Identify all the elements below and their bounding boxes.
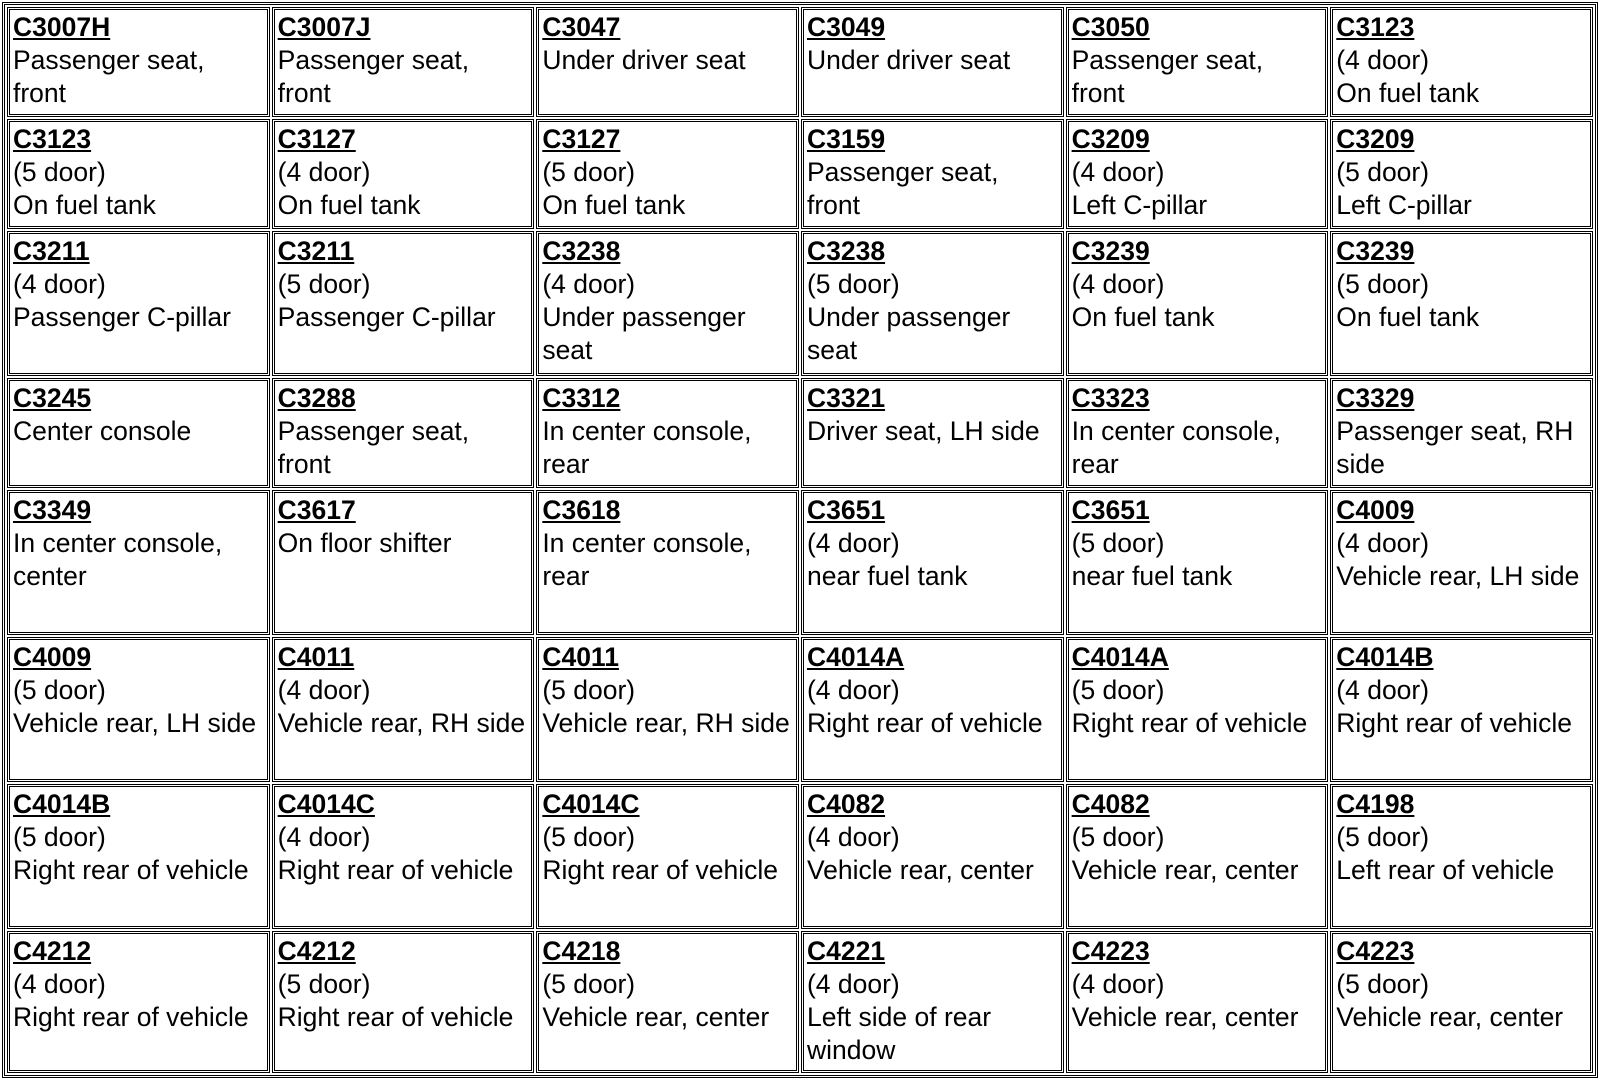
connector-cell bbox=[7, 637, 270, 782]
connector-id-link[interactable]: C3209 bbox=[1071, 124, 1150, 154]
connector-location-text: Vehicle rear, center bbox=[542, 1002, 770, 1032]
connector-id-link[interactable]: C4218 bbox=[542, 936, 621, 966]
connector-cell bbox=[536, 931, 799, 1073]
connector-id-link[interactable]: C3238 bbox=[806, 236, 886, 266]
connector-id-link[interactable]: C4223 bbox=[1336, 936, 1415, 966]
connector-cell bbox=[1330, 7, 1593, 117]
connector-location-text: On fuel tank bbox=[277, 190, 421, 220]
connector-cell bbox=[1066, 378, 1329, 488]
connector-location-text: Right rear of vehicle bbox=[806, 708, 1043, 738]
connector-id-link[interactable]: C3651 bbox=[806, 495, 886, 525]
connector-cell bbox=[536, 119, 799, 229]
connector-id-link[interactable]: C3211 bbox=[13, 236, 90, 266]
connector-location-text: (5 door) bbox=[277, 269, 371, 299]
connector-location-text: Passenger seat, front bbox=[277, 45, 470, 108]
connector-location-text: Passenger C-pillar bbox=[13, 302, 231, 332]
table-row bbox=[7, 931, 1593, 1073]
connector-location-text: On fuel tank bbox=[1071, 302, 1215, 332]
connector-cell bbox=[1330, 119, 1593, 229]
connector-location-text: (4 door) bbox=[13, 969, 106, 999]
connector-location-text: (4 door) bbox=[277, 157, 371, 187]
connector-location-text: near fuel tank bbox=[806, 561, 968, 591]
connector-id-link[interactable]: C3288 bbox=[277, 383, 356, 413]
connector-cell bbox=[7, 490, 270, 635]
connector-location-text: Under driver seat bbox=[806, 45, 1011, 75]
connector-cell bbox=[7, 378, 270, 488]
connector-cell bbox=[1330, 931, 1593, 1073]
connector-location-text: Right rear of vehicle bbox=[13, 1002, 249, 1032]
connector-cell bbox=[801, 490, 1064, 635]
connector-location-text: (5 door) bbox=[806, 269, 900, 299]
connector-cell bbox=[1330, 490, 1593, 635]
connector-location-text: In center console, rear bbox=[542, 528, 752, 591]
connector-id-link[interactable]: C4014A bbox=[1071, 642, 1169, 672]
connector-cell bbox=[272, 931, 535, 1073]
connector-location-text: Vehicle rear, LH side bbox=[1336, 561, 1580, 591]
connector-location-text: Right rear of vehicle bbox=[13, 855, 249, 885]
connector-location-text: (4 door) bbox=[1071, 269, 1165, 299]
connector-cell bbox=[536, 231, 799, 376]
connector-location-text: (4 door) bbox=[1336, 528, 1430, 558]
connector-cell bbox=[7, 7, 270, 117]
connector-id-link[interactable]: C4082 bbox=[806, 789, 886, 819]
connector-id-link[interactable]: C3123 bbox=[13, 124, 92, 154]
connector-id-link[interactable]: C3047 bbox=[542, 12, 621, 42]
connector-location-text: Left C-pillar bbox=[1336, 190, 1472, 220]
connector-cell bbox=[801, 7, 1064, 117]
connector-id-link[interactable]: C3321 bbox=[806, 383, 886, 413]
connector-cell bbox=[7, 119, 270, 229]
connector-cell bbox=[1066, 637, 1329, 782]
connector-cell bbox=[272, 637, 535, 782]
connector-cell bbox=[801, 231, 1064, 376]
connector-cell bbox=[1330, 784, 1593, 929]
connector-id-link[interactable]: C3050 bbox=[1071, 12, 1150, 42]
connector-id-link[interactable]: C3617 bbox=[277, 495, 356, 525]
connector-location-text: (4 door) bbox=[1336, 675, 1430, 705]
connector-location-text: In center console, rear bbox=[542, 416, 752, 479]
connector-id-link[interactable]: C3245 bbox=[13, 383, 92, 413]
connector-location-text: (5 door) bbox=[542, 157, 636, 187]
connector-cell bbox=[272, 490, 535, 635]
connector-cell bbox=[1066, 490, 1329, 635]
connector-cell bbox=[536, 784, 799, 929]
connector-location-text: Left C-pillar bbox=[1071, 190, 1208, 220]
table-row bbox=[7, 637, 1593, 782]
connector-location-text: Passenger seat, front bbox=[13, 45, 205, 108]
connector-location-text: (5 door) bbox=[1071, 528, 1165, 558]
connector-location-text: On fuel tank bbox=[1336, 302, 1480, 332]
connector-cell bbox=[1330, 378, 1593, 488]
table-row bbox=[7, 7, 1593, 117]
connector-location-table bbox=[2, 2, 1598, 1078]
table-row bbox=[7, 119, 1593, 229]
connector-location-text: Passenger seat, front bbox=[1071, 45, 1264, 108]
connector-location-text: (4 door) bbox=[13, 269, 106, 299]
connector-cell bbox=[1330, 231, 1593, 376]
connector-location-text: (5 door) bbox=[542, 969, 636, 999]
connector-id-link[interactable]: C3127 bbox=[542, 124, 621, 154]
connector-cell bbox=[801, 931, 1064, 1073]
connector-location-text: (5 door) bbox=[1071, 822, 1165, 852]
connector-id-link[interactable]: C3049 bbox=[806, 12, 886, 42]
connector-location-text: (5 door) bbox=[542, 675, 636, 705]
connector-id-link[interactable]: C3239 bbox=[1336, 236, 1415, 266]
connector-location-text: (4 door) bbox=[542, 269, 636, 299]
connector-location-text: Vehicle rear, RH side bbox=[277, 708, 526, 738]
connector-location-text: (4 door) bbox=[277, 822, 371, 852]
connector-location-text: (5 door) bbox=[1071, 675, 1165, 705]
connector-location-text: near fuel tank bbox=[1071, 561, 1233, 591]
connector-location-text: In center console, center bbox=[13, 528, 223, 591]
connector-location-text: Passenger seat, RH side bbox=[1336, 416, 1574, 479]
connector-location-text: Vehicle rear, RH side bbox=[542, 708, 790, 738]
connector-id-link[interactable]: C4011 bbox=[277, 642, 355, 672]
connector-cell bbox=[1066, 784, 1329, 929]
connector-id-link[interactable]: C4009 bbox=[13, 642, 92, 672]
connector-id-link[interactable]: C3239 bbox=[1071, 236, 1150, 266]
connector-location-text: (5 door) bbox=[1336, 157, 1430, 187]
connector-table-body bbox=[7, 7, 1593, 1073]
connector-location-text: Right rear of vehicle bbox=[1336, 708, 1572, 738]
connector-id-link[interactable]: C4011 bbox=[542, 642, 619, 672]
connector-location-text: (5 door) bbox=[13, 157, 106, 187]
connector-location-text: Under passenger seat bbox=[542, 302, 746, 365]
table-row bbox=[7, 231, 1593, 376]
connector-location-text: (5 door) bbox=[13, 675, 106, 705]
connector-location-text: (5 door) bbox=[542, 822, 636, 852]
connector-cell bbox=[1066, 931, 1329, 1073]
connector-location-text: (4 door) bbox=[806, 822, 900, 852]
connector-cell bbox=[536, 7, 799, 117]
connector-location-text: On floor shifter bbox=[277, 528, 452, 558]
connector-location-text: Right rear of vehicle bbox=[277, 1002, 514, 1032]
connector-cell bbox=[536, 637, 799, 782]
connector-id-link[interactable]: C4014B bbox=[13, 789, 111, 819]
connector-id-link[interactable]: C3123 bbox=[1336, 12, 1415, 42]
connector-cell bbox=[272, 378, 535, 488]
connector-id-link[interactable]: C3007J bbox=[277, 12, 371, 42]
connector-cell bbox=[801, 119, 1064, 229]
connector-location-text: On fuel tank bbox=[13, 190, 156, 220]
connector-id-link[interactable]: C4223 bbox=[1071, 936, 1150, 966]
connector-id-link[interactable]: C4212 bbox=[13, 936, 92, 966]
connector-id-link[interactable]: C4212 bbox=[277, 936, 356, 966]
connector-id-link[interactable]: C3159 bbox=[806, 124, 886, 154]
connector-cell bbox=[272, 231, 535, 376]
connector-location-text: (5 door) bbox=[277, 969, 371, 999]
connector-id-link[interactable]: C3238 bbox=[542, 236, 621, 266]
connector-location-text: Right rear of vehicle bbox=[1071, 708, 1308, 738]
connector-location-text: On fuel tank bbox=[542, 190, 686, 220]
connector-location-text: Left side of rear window bbox=[806, 1002, 992, 1065]
connector-location-text: In center console, rear bbox=[1071, 416, 1281, 479]
connector-cell bbox=[7, 931, 270, 1073]
connector-location-text: Vehicle rear, center bbox=[1071, 1002, 1299, 1032]
connector-id-link[interactable]: C3312 bbox=[542, 383, 621, 413]
connector-location-text: Driver seat, LH side bbox=[806, 416, 1040, 446]
table-row bbox=[7, 490, 1593, 635]
connector-id-link[interactable]: C4014A bbox=[806, 642, 905, 672]
connector-id-link[interactable]: C4014C bbox=[277, 789, 375, 819]
connector-location-text: Vehicle rear, center bbox=[1071, 855, 1299, 885]
connector-location-text: Passenger C-pillar bbox=[277, 302, 496, 332]
connector-location-text: Passenger seat, front bbox=[806, 157, 999, 220]
connector-cell bbox=[1066, 231, 1329, 376]
connector-id-link[interactable]: C3211 bbox=[277, 236, 355, 266]
connector-location-text: Vehicle rear, center bbox=[806, 855, 1034, 885]
connector-location-text: (5 door) bbox=[1336, 822, 1430, 852]
connector-cell bbox=[801, 378, 1064, 488]
connector-cell bbox=[801, 784, 1064, 929]
connector-id-link[interactable]: C3323 bbox=[1071, 383, 1150, 413]
connector-id-link[interactable]: C4014C bbox=[542, 789, 640, 819]
connector-location-text: (4 door) bbox=[1336, 45, 1430, 75]
connector-location-text: Center console bbox=[13, 416, 192, 446]
connector-location-text: Right rear of vehicle bbox=[277, 855, 514, 885]
table-row bbox=[7, 378, 1593, 488]
connector-location-text: On fuel tank bbox=[1336, 78, 1480, 108]
connector-cell bbox=[7, 784, 270, 929]
connector-id-link[interactable]: C4082 bbox=[1071, 789, 1150, 819]
connector-cell bbox=[7, 231, 270, 376]
connector-location-text: (4 door) bbox=[806, 675, 900, 705]
connector-id-link[interactable]: C3007H bbox=[13, 12, 111, 42]
connector-location-text: (4 door) bbox=[806, 969, 900, 999]
connector-cell bbox=[536, 378, 799, 488]
connector-location-text: Left rear of vehicle bbox=[1336, 855, 1555, 885]
connector-id-link[interactable]: C3127 bbox=[277, 124, 356, 154]
connector-cell bbox=[272, 119, 535, 229]
connector-location-text: (4 door) bbox=[277, 675, 371, 705]
connector-location-text: Vehicle rear, LH side bbox=[13, 708, 257, 738]
connector-id-link[interactable]: C4198 bbox=[1336, 789, 1415, 819]
connector-cell bbox=[1330, 637, 1593, 782]
connector-cell bbox=[272, 7, 535, 117]
connector-location-text: (4 door) bbox=[806, 528, 900, 558]
connector-cell bbox=[1066, 7, 1329, 117]
connector-id-link[interactable]: C3618 bbox=[542, 495, 621, 525]
connector-location-text: Passenger seat, front bbox=[277, 416, 470, 479]
connector-cell bbox=[801, 637, 1064, 782]
connector-id-link[interactable]: C3209 bbox=[1336, 124, 1415, 154]
connector-id-link[interactable]: C3651 bbox=[1071, 495, 1150, 525]
connector-location-text: (5 door) bbox=[1336, 269, 1430, 299]
connector-location-text: Under driver seat bbox=[542, 45, 746, 75]
connector-id-link[interactable]: C4221 bbox=[806, 936, 886, 966]
connector-cell bbox=[272, 784, 535, 929]
connector-location-text: (4 door) bbox=[1071, 157, 1165, 187]
connector-id-link[interactable]: C4014B bbox=[1336, 642, 1434, 672]
connector-id-link[interactable]: C3349 bbox=[13, 495, 92, 525]
connector-location-text: Under passenger seat bbox=[806, 302, 1011, 365]
connector-id-link[interactable]: C3329 bbox=[1336, 383, 1415, 413]
connector-id-link[interactable]: C4009 bbox=[1336, 495, 1415, 525]
connector-location-text: Vehicle rear, center bbox=[1336, 1002, 1564, 1032]
table-row bbox=[7, 784, 1593, 929]
connector-location-text: (5 door) bbox=[13, 822, 106, 852]
connector-location-text: (4 door) bbox=[1071, 969, 1165, 999]
connector-location-text: (5 door) bbox=[1336, 969, 1430, 999]
connector-cell bbox=[536, 490, 799, 635]
connector-location-text: Right rear of vehicle bbox=[542, 855, 778, 885]
connector-cell bbox=[1066, 119, 1329, 229]
